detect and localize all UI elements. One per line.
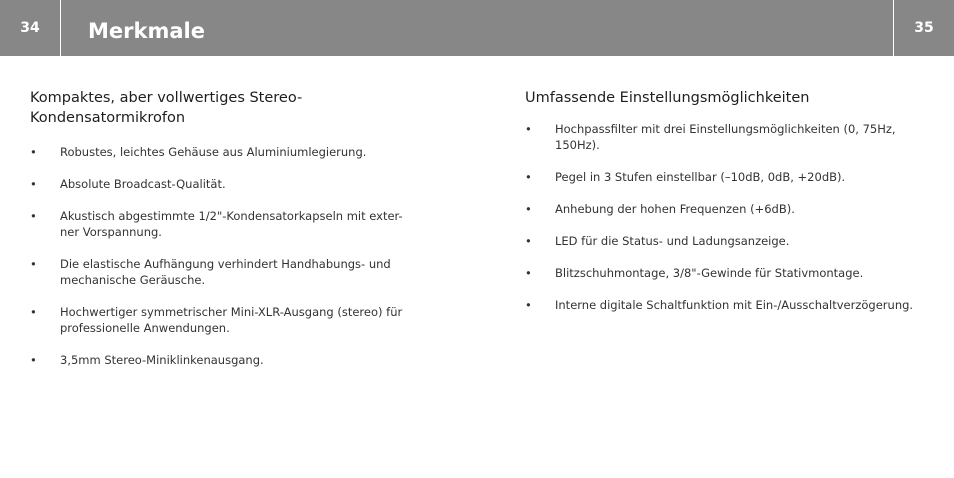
list-item-text: Hochwertiger symmetrischer Mini-XLR-Ausgang (stereo) für professionelle Anwendungen. <box>60 305 403 335</box>
bullet-icon: • <box>30 305 37 319</box>
right-column <box>525 88 935 329</box>
page-title: Merkmale <box>88 19 205 43</box>
right-feature-list <box>525 121 935 313</box>
list-item-text: Pegel in 3 Stufen einstellbar (–10dB, 0dB, +20dB). <box>555 170 846 184</box>
list-item <box>525 201 935 217</box>
list-item <box>30 352 430 368</box>
bullet-icon: • <box>525 266 532 280</box>
bullet-icon: • <box>525 202 532 216</box>
right-column-heading: Umfassende Einstellungsmöglichkeiten <box>525 90 810 106</box>
list-item <box>30 256 430 288</box>
list-item <box>30 208 430 240</box>
list-item-text: Interne digitale Schaltfunktion mit Ein-/Ausschaltverzögerung. <box>555 298 914 312</box>
list-item <box>525 233 935 249</box>
list-item-text: 3,5mm Stereo-Miniklinkenausgang. <box>60 353 264 367</box>
bullet-icon: • <box>30 145 37 159</box>
left-feature-list <box>30 144 430 368</box>
list-item-text: Anhebung der hohen Frequenzen (+6dB). <box>555 202 795 216</box>
bullet-icon: • <box>30 257 37 271</box>
list-item <box>30 304 430 336</box>
page-number-right: 35 <box>914 20 934 36</box>
list-item-text: Die elastische Aufhängung verhindert Handhabungs- und mechanische Geräusche. <box>60 257 391 287</box>
list-item-text: Robustes, leichtes Gehäuse aus Aluminiumlegierung. <box>60 145 367 159</box>
bullet-icon: • <box>525 122 532 136</box>
list-item-text: LED für die Status- und Ladungsanzeige. <box>555 234 790 248</box>
list-item <box>30 176 430 192</box>
bullet-icon: • <box>525 170 532 184</box>
page-header <box>0 0 954 56</box>
list-item-text: Absolute Broadcast-Qualität. <box>60 177 226 191</box>
bullet-icon: • <box>30 353 37 367</box>
bullet-icon: • <box>525 234 532 248</box>
bullet-icon: • <box>30 177 37 191</box>
list-item <box>525 121 935 153</box>
bullet-icon: • <box>30 209 37 223</box>
list-item <box>525 169 935 185</box>
bullet-icon: • <box>525 298 532 312</box>
left-column-heading: Kompaktes, aber vollwertiges Stereo- Kondensatormikrofon <box>30 90 303 126</box>
list-item <box>525 297 935 313</box>
page-number-left: 34 <box>20 20 40 36</box>
left-column <box>30 88 430 384</box>
header-divider-left <box>60 0 61 56</box>
list-item-text: Akustisch abgestimmte 1/2"-Kondensatorkapseln mit exter- ner Vorspannung. <box>60 209 403 239</box>
list-item-text: Hochpassfilter mit drei Einstellungsmöglichkeiten (0, 75Hz, 150Hz). <box>555 122 896 152</box>
list-item <box>30 144 430 160</box>
list-item-text: Blitzschuhmontage, 3/8"-Gewinde für Stativmontage. <box>555 266 864 280</box>
list-item <box>525 265 935 281</box>
